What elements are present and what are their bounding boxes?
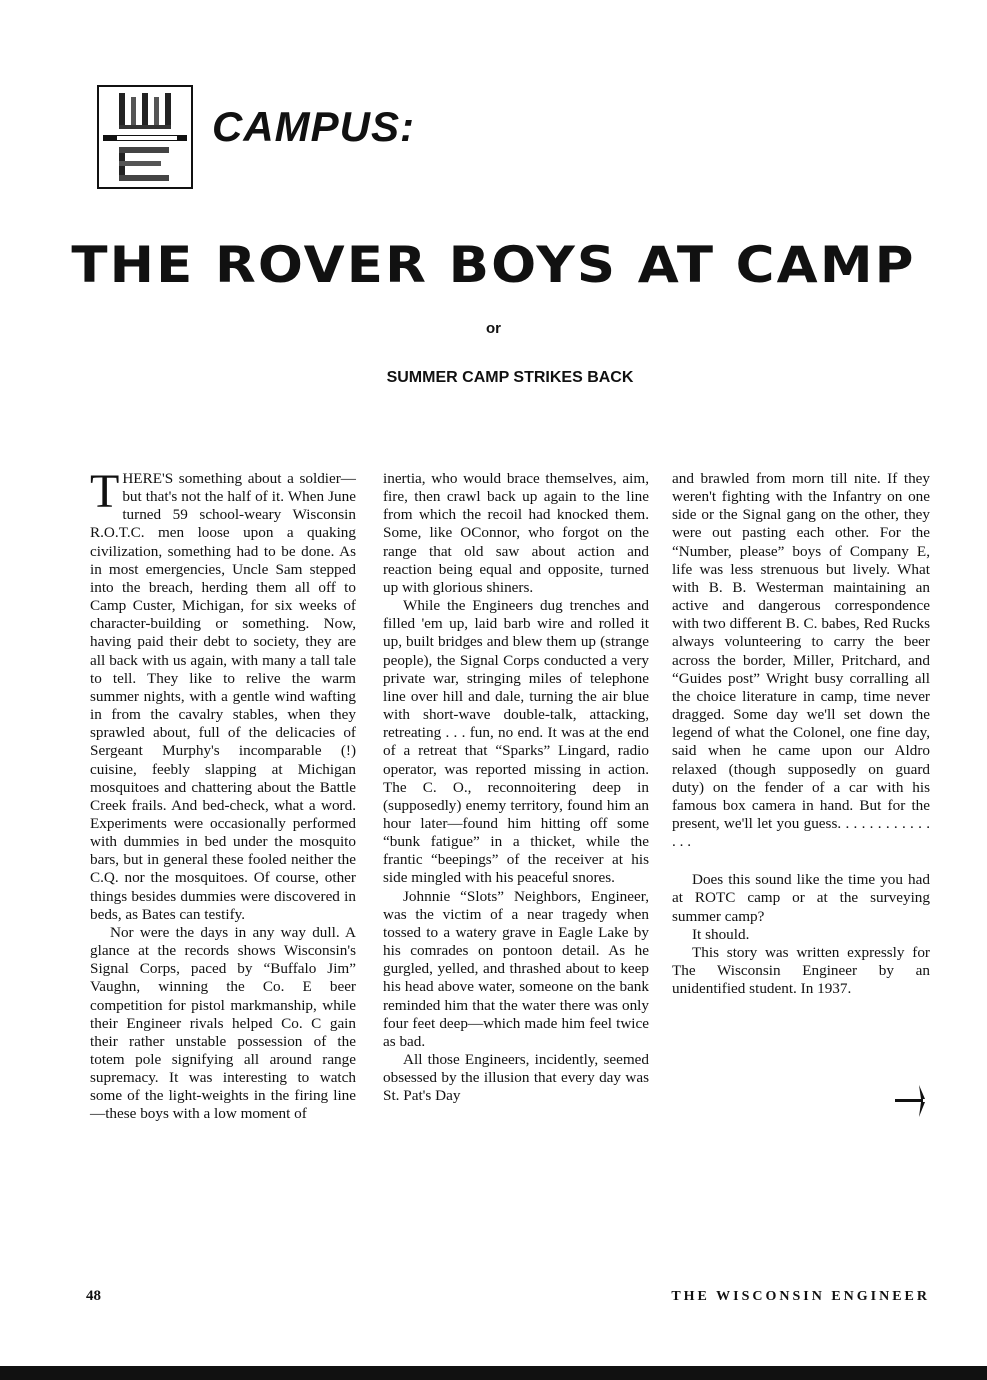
paragraph: This story was written expressly for The Wisconsin Engineer by an unidentified student. In 1937. <box>672 943 930 998</box>
paragraph: It should. <box>692 925 750 943</box>
article-column-1 <box>90 465 356 1124</box>
paragraph: Johnnie “Slots” Neighbors, Engineer, was the victim of a near tragedy when tossed to a watery grave in Eagle Lake by his comrades on pontoon detail. As he gurgled, yelled, and thrashed about to keep his head above water, someone on the bank reminded him that the water there was only four feet deep—which made him feel twice as bad. <box>383 887 649 1050</box>
running-title: THE WISCONSIN ENGINEER <box>671 1289 930 1304</box>
page-number: 48 <box>86 1288 101 1304</box>
section-label: CAMPUS: <box>212 103 415 150</box>
we-logo <box>97 85 193 189</box>
article-column-2 <box>383 470 649 1105</box>
end-mark <box>895 1083 929 1124</box>
paragraph: Does this sound like the time you had at ROTC camp or at the surveying summer camp? <box>672 871 930 925</box>
drop-cap: T <box>90 465 120 518</box>
title-connector: or <box>486 320 501 337</box>
article-title: THE ROVER BOYS AT CAMP <box>71 236 916 294</box>
scan-edge-band <box>0 1366 987 1380</box>
end-of-article-arrow-icon <box>895 1083 929 1119</box>
paragraph <box>90 465 356 924</box>
paragraph: inertia, who would brace themselves, aim, fire, then crawl back up again to the line from which the recoil had knocked them. Some, like OConnor, who forgot on the range that old saw about action and reaction being equal and opposite, turned up with glorious shiners. <box>383 470 649 596</box>
paragraph-text: HERE'S something about a soldier—but that's not the half of it. When June turned 59 school-weary Wisconsin R.O.T.C. men loose upon a quaking civilization, something had to be done. As in most emergencies, Uncle Sam stepped into the breach, herding them all off to Camp Custer, Michigan, for six weeks of character-building or something. Now, having paid their debt to society, they are all back with us again, with many a tall tale to tell. They like to relive the warm summer nights, with a gentle wind wafting in from the cavalry stables, when they sprawled about, full of the delicacies of Sergeant Murphy's incomparable (!) cuisine, feebly slapping at Michigan mosquitoes and chattering about the Battle Creek frails. And bed-check, what a word. Experiments were occasionally performed with dummies in bed under the mosquito bars, but in general these fooled neither the C.Q. nor the mosquitoes. Of course, other things besides dummies were discovered in beds, as Bates can testify. <box>90 470 356 923</box>
paragraph: All those Engineers, incidently, seemed obsessed by the illusion that every day was St. Pat's Day <box>383 1051 649 1105</box>
we-monogram-logo-icon <box>99 87 191 187</box>
paragraph: Nor were the days in any way dull. A glance at the records shows Wisconsin's Signal Corps, paced by “Buffalo Jim” Vaughn, winning the Co. E beer competition for pistol markmanship, while their Engineer rivals helped Co. C gain their rather unstable possession of the totem pole signifying all around range supremacy. It was interesting to watch some of the light-weights in the firing line—these boys with a low moment of <box>90 923 356 1123</box>
article-column-3 <box>672 470 930 998</box>
article-subtitle: SUMMER CAMP STRIKES BACK <box>386 369 634 386</box>
paragraph: and brawled from morn till nite. If they weren't fighting with the Infantry on one side or the Signal gang on the other, they were out pasting each other. For the “Number, please” boys of Company E, life was less strenuous but lively. What with B. B. Westerman maintaining an active and dangerous correspondence with two different B. C. babes, Red Rucks always volunteering to carry the beer across the border, Miller, Pritchard, and “Guides post” Wright busy corralling all the choice literature in camp, time never dragged. Some day we'll set down the legend of what the Colonel, one fine day, said when he came upon our Aldro relaxed (though supposedly on guard duty) on the fender of a car with his famous box camera in hand. But for the present, we'll let you guess. . . . . . . . . . . . . . . <box>672 470 930 851</box>
paragraph: While the Engineers dug trenches and filled 'em up, laid barb wire and rolled it up, built bridges and blew them up (strange people), the Signal Corps conducted a very private war, stringing miles of telephone line over hill and dale, turning the air blue with short-wave double-talk, attacking, retreating . . . fun, no end. It was at the end of a retreat that “Sparks” Lingard, radio operator, was reported missing in action. The C. O., reconnoitering deep in (supposedly) enemy territory, found him an hour later—found him hitting off some “bunk fatigue” in a thicket, while the frantic “beepings” of the receiver at his side mingled with his peaceful snores. <box>383 597 649 887</box>
